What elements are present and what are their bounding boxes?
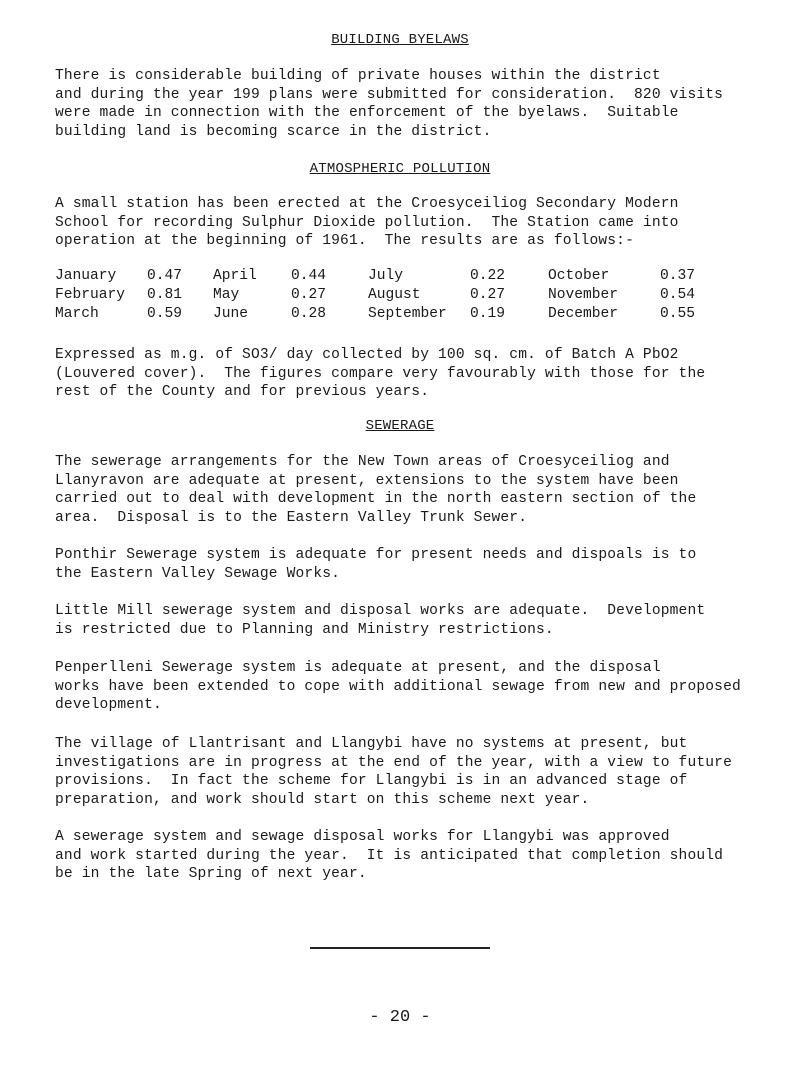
table-month: May: [213, 287, 240, 303]
table-value: 0.19: [470, 306, 506, 322]
heading-sewerage: SEWERAGE: [365, 418, 435, 434]
page-number: - 20 -: [369, 1008, 431, 1027]
table-value: 0.54: [660, 287, 696, 303]
table-month: April: [213, 268, 257, 284]
table-value: 0.44: [291, 268, 327, 284]
paragraph-sewerage-penperlleni: Penperlleni Sewerage system is adequate at present, and the disposal works have been extended to cope with additional sewage from new and proposed development.: [55, 660, 741, 713]
table-value: 0.55: [660, 306, 696, 322]
table-month: November: [548, 287, 619, 303]
so2-results-table: [55, 267, 755, 327]
table-value: 0.28: [291, 306, 327, 322]
paragraph-pollution-intro: A small station has been erected at the Croesyceiliog Secondary Modern School for recording Sulphur Dioxide pollution. The Station came into operation at the beginning of 1961. The results are as follows:-: [55, 196, 679, 249]
paragraph-sewerage-llangybi: A sewerage system and sewage disposal works for Llangybi was approved and work started during the year. It is anticipated that completion should be in the late Spring of next year.: [55, 829, 724, 882]
table-month: January: [55, 268, 117, 284]
table-value: 0.81: [147, 287, 183, 303]
table-value: 0.59: [147, 306, 183, 322]
table-month: March: [55, 306, 99, 322]
paragraph-sewerage-new-town: The sewerage arrangements for the New Town areas of Croesyceiliog and Llanyravon are adequate at present, extensions to the system have been carried out to deal with development in the north eastern section of the area. Disposal is to the Eastern Valley Trunk Sewer.: [55, 454, 697, 526]
table-month: June: [213, 306, 249, 322]
paragraph-sewerage-ponthir: Ponthir Sewerage system is adequate for present needs and dispoals is to the Eastern Valley Sewage Works.: [55, 547, 697, 582]
heading-building-byelaws: BUILDING BYELAWS: [331, 32, 469, 48]
table-value: 0.37: [660, 268, 696, 284]
divider-rule: [310, 947, 490, 949]
paragraph-pollution-note: Expressed as m.g. of SO3/ day collected by 100 sq. cm. of Batch A PbO2 (Louvered cover). The figures compare very favourably with those for the rest of the County and for previous years.: [55, 347, 706, 400]
table-value: 0.47: [147, 268, 183, 284]
table-value: 0.27: [291, 287, 327, 303]
table-month: December: [548, 306, 619, 322]
table-value: 0.27: [470, 287, 506, 303]
table-month: September: [368, 306, 447, 322]
paragraph-sewerage-little-mill: Little Mill sewerage system and disposal works are adequate. Development is restricted due to Planning and Ministry restrictions.: [55, 603, 706, 638]
paragraph-building: There is considerable building of private houses within the district and during the year 199 plans were submitted for consideration. 820 visits were made in connection with the enforcement of the byelaws. Suitable building land is becoming scarce in the district.: [55, 68, 724, 140]
table-month: February: [55, 287, 126, 303]
heading-atmospheric-pollution: ATMOSPHERIC POLLUTION: [309, 161, 491, 177]
table-month: October: [548, 268, 610, 284]
table-month: August: [368, 287, 421, 303]
table-month: July: [368, 268, 404, 284]
table-value: 0.22: [470, 268, 506, 284]
paragraph-sewerage-llantrisant: The village of Llantrisant and Llangybi have no systems at present, but investigations are in progress at the end of the year, with a view to future provisions. In fact the scheme for Llangybi is in an advanced stage of preparation, and work should start on this scheme next year.: [55, 736, 732, 808]
